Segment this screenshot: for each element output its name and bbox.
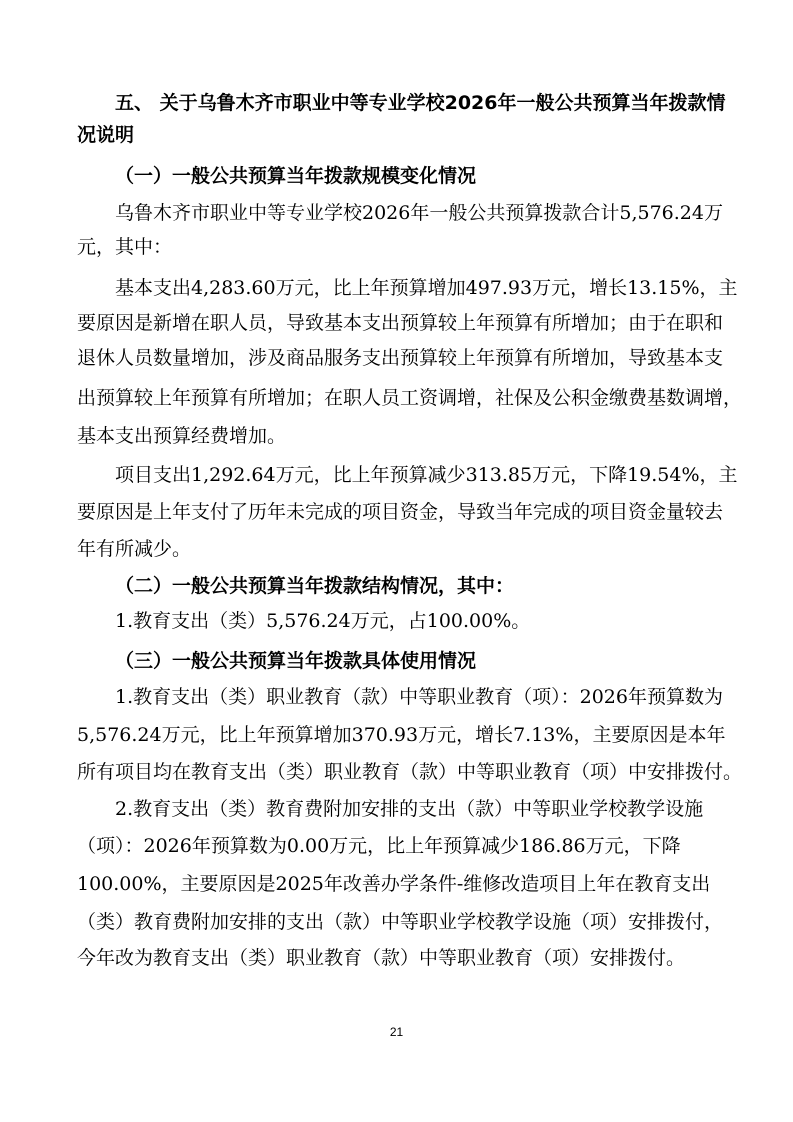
paragraph-line: 乌鲁木齐市职业中等专业学校2026年一般公共预算拨款合计5,576.24万: [115, 202, 723, 224]
section-heading-continued: 况说明: [77, 124, 135, 146]
subsection-title-2: （二）一般公共预算当年拨款结构情况，其中：: [115, 575, 515, 597]
paragraph-line: 所有项目均在教育支出（类）职业教育（款）中等职业教育（项）中安排拨付。: [77, 761, 743, 783]
paragraph-line: 100.00%，主要原因是2025年改善办学条件-维修改造项目上年在教育支出: [77, 873, 711, 895]
paragraph-line: 要原因是上年支付了历年未完成的项目资金，导致当年完成的项目资金量较去: [77, 501, 724, 523]
paragraph-line: 2.教育支出（类）教育费附加安排的支出（款）中等职业学校教学设施: [115, 798, 704, 820]
paragraph-line: （类）教育费附加安排的支出（款）中等职业学校教学设施（项）安排拨付，: [77, 911, 724, 933]
paragraph-line: 项目支出1,292.64万元，比上年预算减少313.85万元，下降19.54%，主: [115, 464, 738, 486]
subsection-title-1: （一）一般公共预算当年拨款规模变化情况: [115, 165, 477, 187]
paragraph-line: 年有所减少。: [77, 538, 192, 560]
paragraph-line: 要原因是新增在职人员，导致基本支出预算较上年预算有所增加；由于在职和: [77, 312, 724, 334]
subsection-title-3: （三）一般公共预算当年拨款具体使用情况: [115, 650, 477, 672]
list-item: 1.教育支出（类）5,576.24万元，占100.00%。: [115, 610, 531, 632]
section-heading: 五、 关于乌鲁木齐市职业中等专业学校2026年一般公共预算当年拨款情: [115, 92, 726, 114]
paragraph-line: 基本支出4,283.60万元，比上年预算增加497.93万元，增长13.15%，主: [115, 277, 738, 299]
paragraph-line: （项）：2026年预算数为0.00万元，比上年预算减少186.86万元，下降: [77, 835, 681, 857]
paragraph-line: 基本支出预算经费增加。: [77, 425, 287, 447]
paragraph-line: 5,576.24万元，比上年预算增加370.93万元，增长7.13%，主要原因是本年: [77, 724, 726, 746]
page-number: 21: [389, 1025, 404, 1039]
paragraph-line: 1.教育支出（类）职业教育（款）中等职业教育（项）：2026年预算数为: [115, 686, 723, 708]
paragraph-line: 退休人员数量增加，涉及商品服务支出预算较上年预算有所增加，导致基本支: [77, 347, 724, 369]
paragraph-line: 今年改为教育支出（类）职业教育（款）中等职业教育（项）安排拨付。: [77, 947, 686, 969]
paragraph-line: 元，其中：: [77, 236, 173, 258]
paragraph-line: 出预算较上年预算有所增加；在职人员工资调增，社保及公积金缴费基数调增，: [77, 387, 743, 409]
